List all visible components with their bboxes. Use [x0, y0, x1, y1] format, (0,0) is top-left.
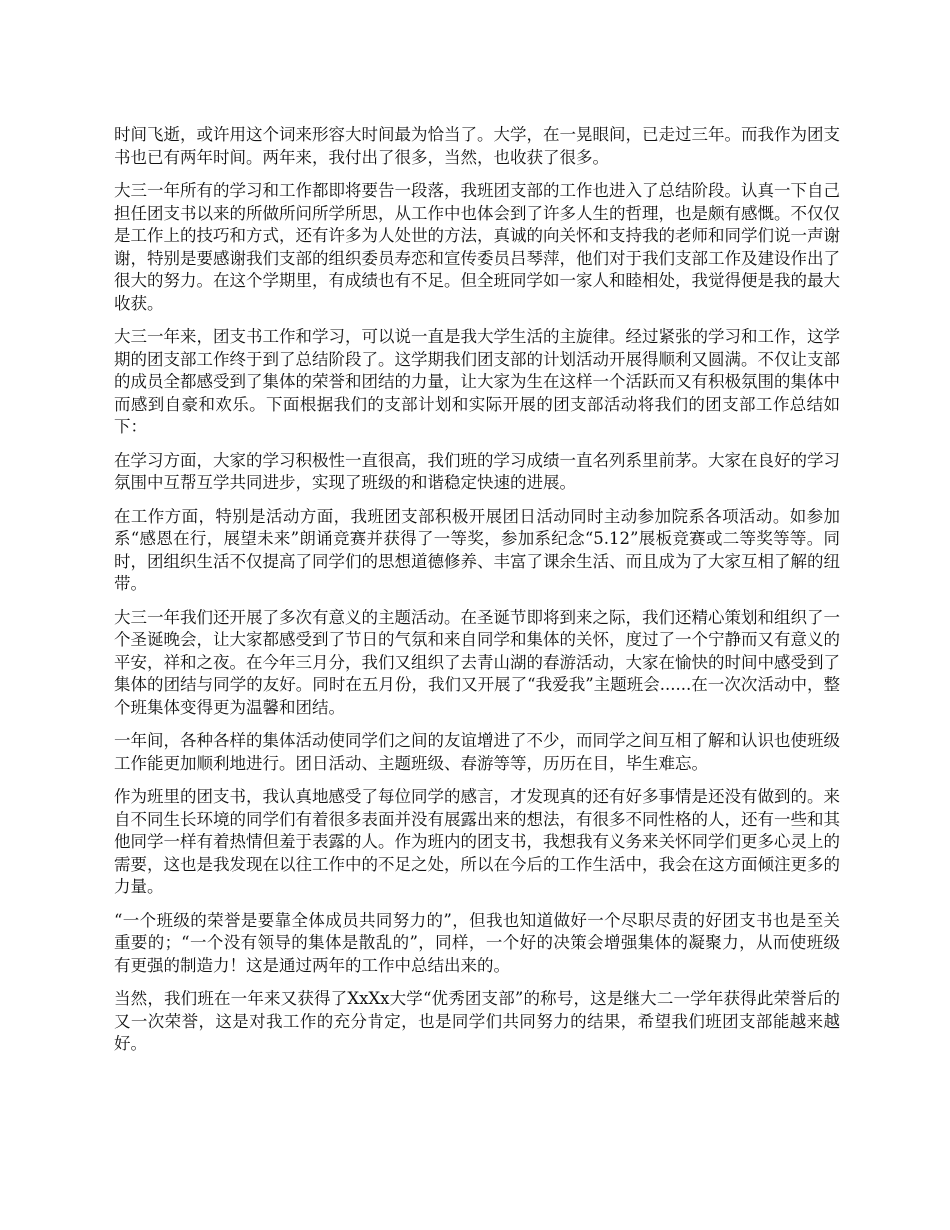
paragraph-5: 在工作方面，特别是活动方面，我班团支部积极开展团日活动同时主动参加院系各项活动。如参加系“感恩在行，展望未来”朗诵竞赛并获得了一等奖，参加系纪念“5.12”展板竞赛或二等奖等等。同时，团组织生活不仅提高了同学们的思想道德修养、丰富了课余生活、而且成为了大家互相了解的纽带。	[114, 506, 840, 593]
paragraph-8: 作为班里的团支书，我认真地感受了每位同学的感言，才发现真的还有好多事情是还没有做到的。来自不同生长环境的同学们有着很多表面并没有展露出来的想法，有很多不同性格的人，还有一些和其他同学一样有着热情但羞于表露的人。作为班内的团支书，我想我有义务来关怀同学们更多心灵上的需要，这也是我发现在以往工作中的不足之处，所以在今后的工作生活中，我会在这方面倾注更多的力量。	[114, 787, 840, 896]
paragraph-1: 时间飞逝，或许用这个词来形容大时间最为恰当了。大学，在一晃眼间，已走过三年。而我作为团支书也已有两年时间。两年来，我付出了很多，当然，也收获了很多。	[114, 125, 840, 167]
document-body	[114, 124, 840, 1067]
paragraph-4: 在学习方面，大家的学习积极性一直很高，我们班的学习成绩一直名列系里前茅。大家在良好的学习氛围中互帮互学共同进步，实现了班级的和谐稳定快速的进展。	[114, 450, 840, 492]
paragraph-2: 大三一年所有的学习和工作都即将要告一段落，我班团支部的工作也进入了总结阶段。认真一下自己担任团支书以来的所做所问所学所思，从工作中也体会到了许多人生的哲理，也是颇有感慨。不仅仅是工作上的技巧和方式，还有许多为人处世的方法，真诚的向关怀和支持我的老师和同学们说一声谢谢，特别是要感谢我们支部的组织委员寿恋和宣传委员吕琴萍，他们对于我们支部工作及建设作出了很大的努力。在这个学期里，有成绩也有不足。但全班同学如一家人和睦相处，我觉得便是我的最大收获。	[114, 181, 840, 313]
paragraph-9: “一个班级的荣誉是要靠全体成员共同努力的”，但我也知道做好一个尽职尽责的好团支书也是至关重要的；“一个没有领导的集体是散乱的”，同样，一个好的决策会增强集体的凝聚力，从而使班级有更强的制造力！这是通过两年的工作中总结出来的。	[114, 910, 840, 975]
paragraph-10: 当然，我们班在一年来又获得了XxXx大学“优秀团支部”的称号，这是继大二一学年获得此荣誉后的又一次荣誉，这是对我工作的充分肯定，也是同学们共同努力的结果，希望我们班团支部能越来越好。	[114, 989, 840, 1053]
paragraph-7: 一年间，各种各样的集体活动使同学们之间的友谊增进了不少，而同学之间互相了解和认识也使班级工作能更加顺利地进行。团日活动、主题班级、春游等等，历历在目，毕生难忘。	[114, 731, 840, 773]
paragraph-6: 大三一年我们还开展了多次有意义的主题活动。在圣诞节即将到来之际，我们还精心策划和组织了一个圣诞晚会，让大家都感受到了节日的气氛和来自同学和集体的关怀，度过了一个宁静而又有意义的平安，祥和之夜。在今年三月分，我们又组织了去青山湖的春游活动，大家在愉快的时间中感受到了集体的团结与同学的友好。同时在五月份，我们又开展了“我爱我”主题班会......在一次次活动中，整个班集体变得更为温馨和团结。	[114, 607, 840, 717]
paragraph-3: 大三一年来，团支书工作和学习，可以说一直是我大学生活的主旋律。经过紧张的学习和工作，这学期的团支部工作终于到了总结阶段了。这学期我们团支部的计划活动开展得顺利又圆满。不仅让支部的成员全都感受到了集体的荣誉和团结的力量，让大家为生在这样一个活跃而又有积极氛围的集体中而感到自豪和欢乐。下面根据我们的支部计划和实际开展的团支部活动将我们的团支部工作总结如下：	[114, 327, 840, 436]
